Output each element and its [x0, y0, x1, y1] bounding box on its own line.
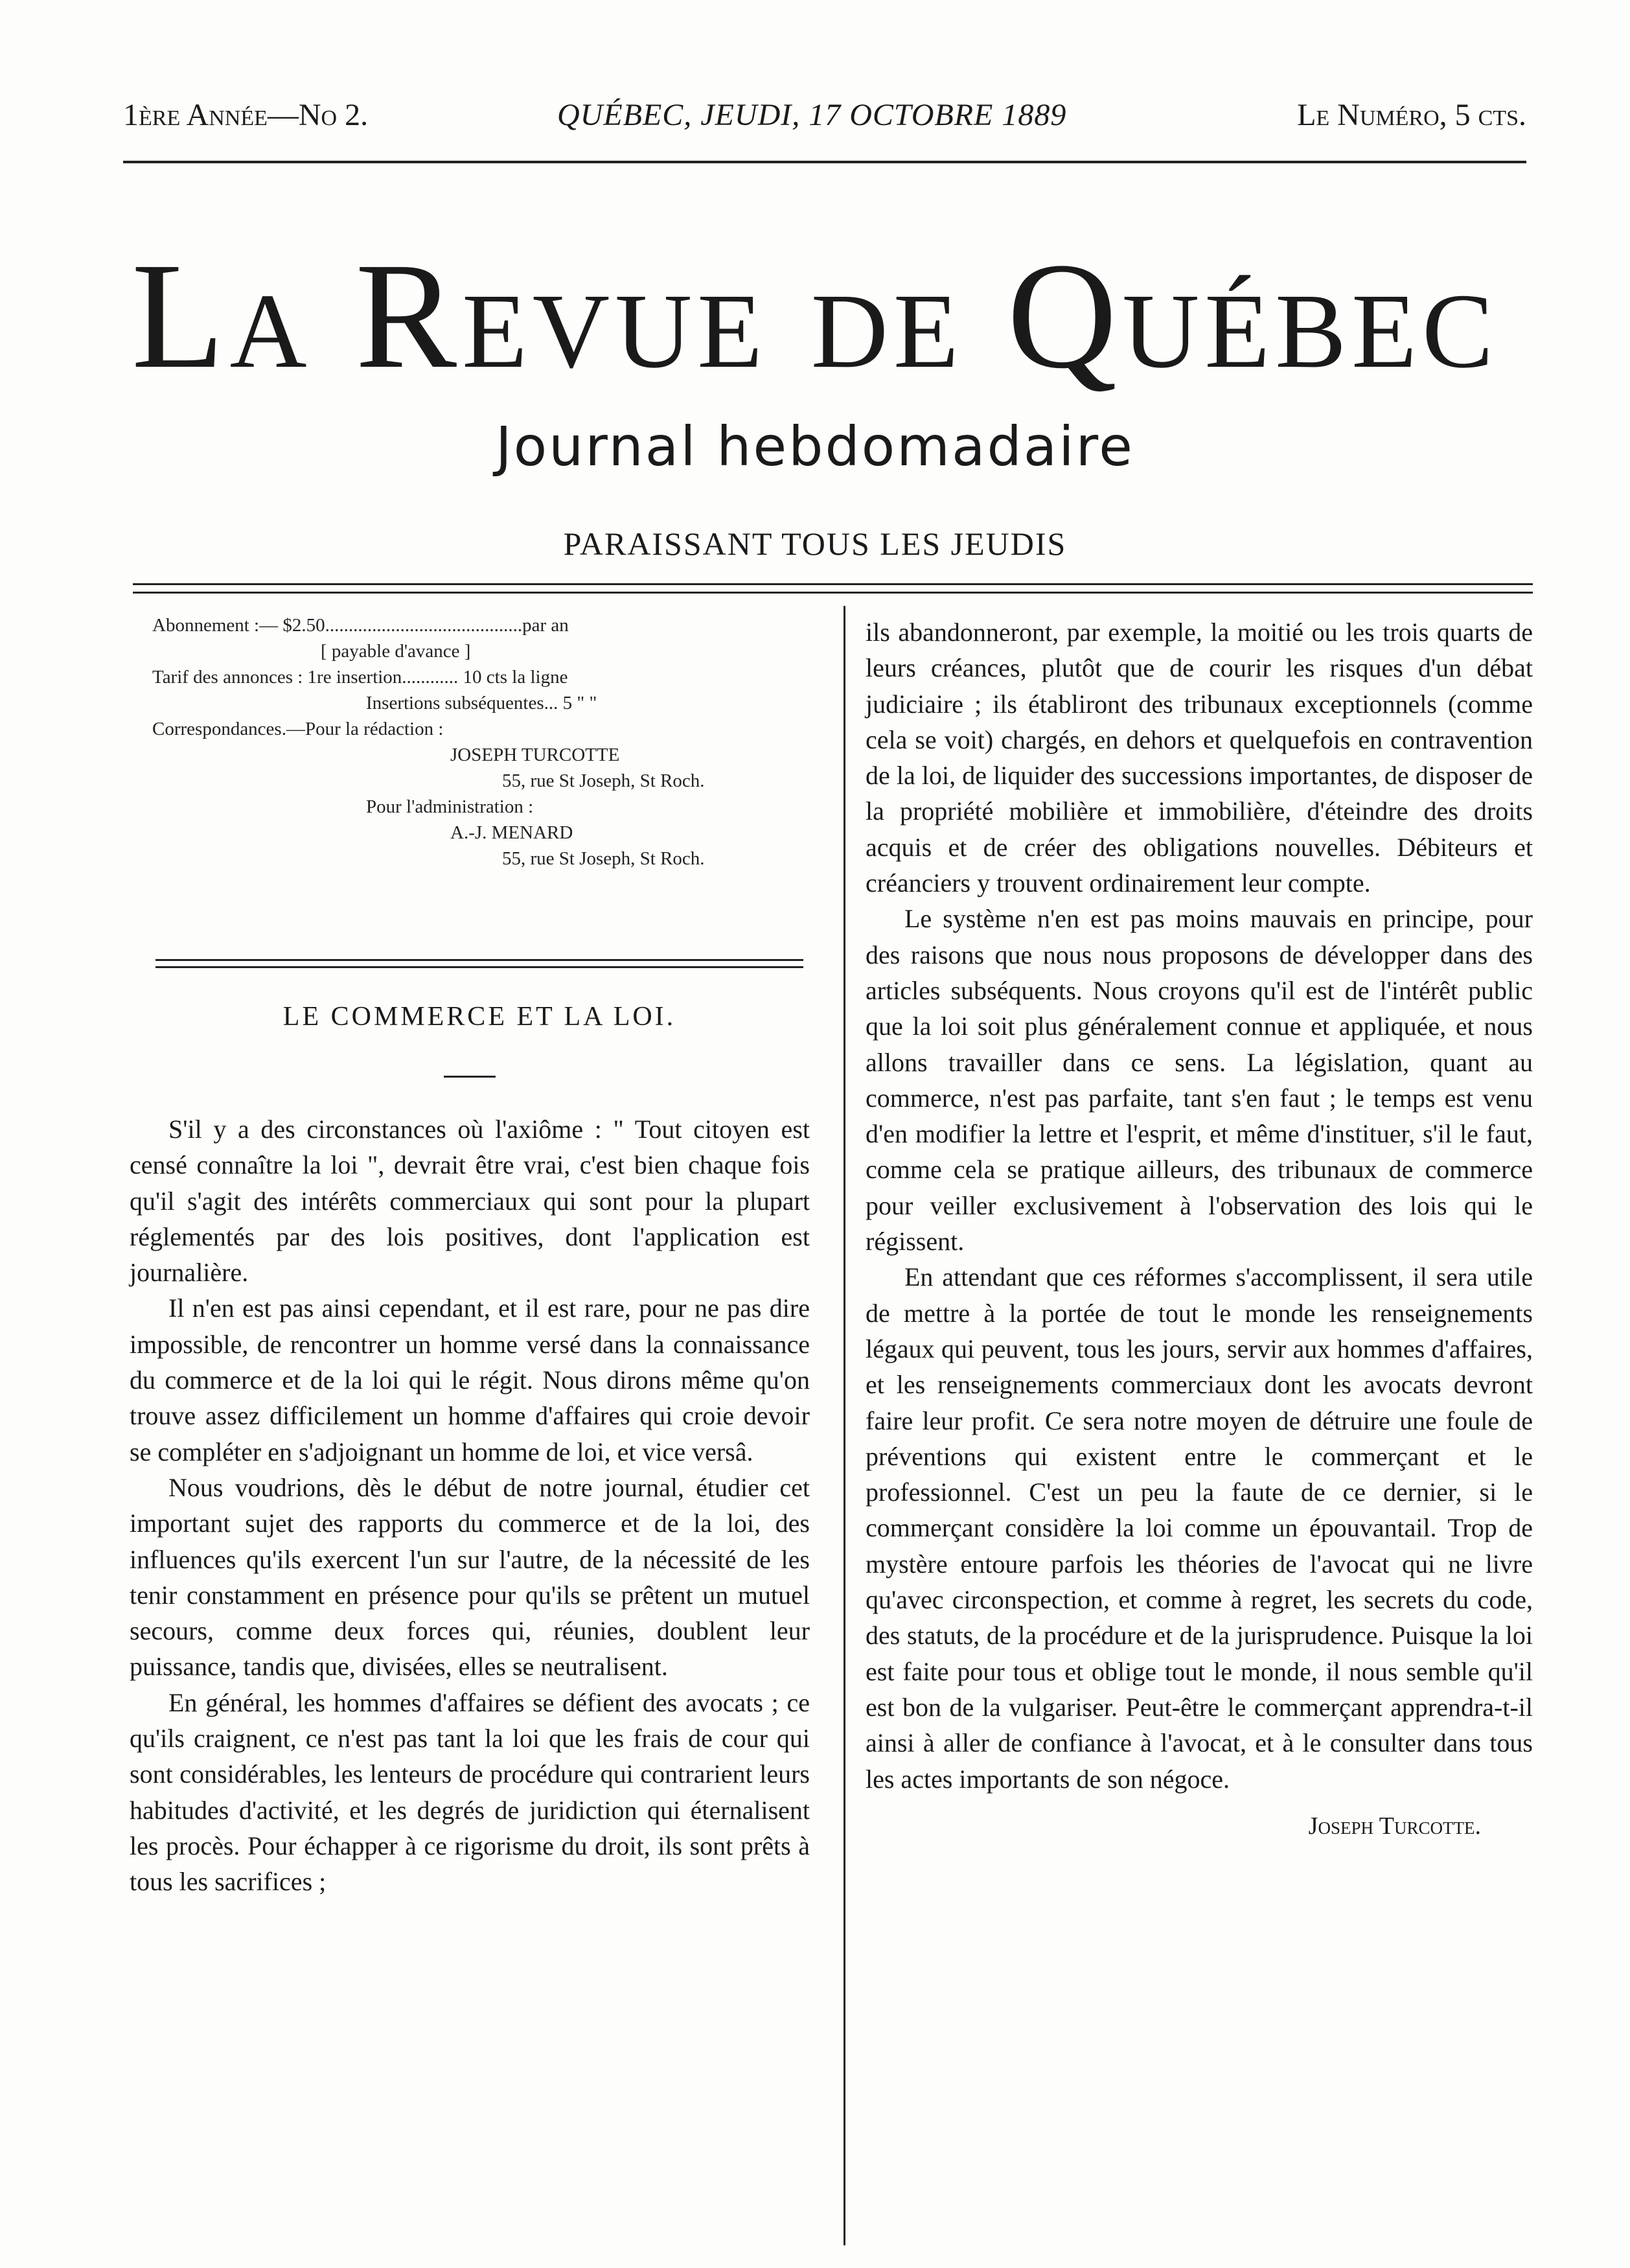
paragraph: Nous voudrions, dès le début de notre journal, étudier cet important sujet des rapports du commerce et de la loi, des influences qu'ils exercent l'un sur l'autre, de la nécessité de les tenir constamment en présence pour qu'ils se prêtent un mutuel secours, comme deux forces qui, réunies, doublent leur puissance, tandis que, divisées, elles se neutralisent. — [130, 1472, 810, 1682]
title-dash — [444, 1076, 496, 1078]
editor-address: 55, rue St Joseph, St Roch. — [502, 770, 705, 791]
paragraph: Le système n'en est pas moins mauvais en principe, pour des raisons que nous nous proposons de développer dans des articles subséquents. Nous croyons qu'il est de l'intérêt public que la loi soit plus généralement connue et appliquée, et nous allons travailler dans ce sens. La législation, quant au commerce, n'est pas parfaite, tant s'en faut ; le temps est venu d'en modifier la lettre et l'esprit, et même d'instituer, s'il le faut, comme cela se pratique ailleurs, des tribunaux de commerce pour veiller exclusivement à l'observation des lois qui le régissent. — [866, 904, 1533, 1256]
admin-label: Pour l'administration : — [366, 796, 534, 817]
article-left-column — [130, 1111, 810, 1900]
ads-rate: Tarif des annonces : 1re insertion............ 10 cts la ligne — [152, 667, 568, 688]
issue-price: Le Numéro, 5 cts. — [1297, 98, 1526, 132]
top-rule — [123, 161, 1526, 163]
ads-subsequent: Insertions subséquentes... 5 " " — [366, 693, 597, 713]
masthead-title: La Revue de Québec — [131, 231, 1499, 400]
masthead-subtitle: Journal hebdomadaire — [496, 415, 1134, 478]
masthead-tagline: PARAISSANT TOUS LES JEUDIS — [563, 526, 1067, 562]
info-double-rule — [155, 959, 803, 968]
paragraph: En général, les hommes d'affaires se défient des avocats ; ce qu'ils craignent, ce n'est pas tant la loi que les frais de cour qui sont considérables, les lenteurs de procédure qui contrarient leurs habitudes d'activité, et les degrés de juridiction qui éternalisent les procès. Pour échapper à ce rigorisme du droit, ils sont prêts à tous les sacrifices ; — [130, 1687, 810, 1897]
issue-line — [123, 97, 1526, 143]
admin-address: 55, rue St Joseph, St Roch. — [502, 848, 705, 869]
subscription-info — [152, 612, 800, 872]
article-title: LE COMMERCE ET LA LOI. — [282, 1002, 676, 1032]
paragraph-continued: ils abandonneront, par exemple, la moitié ou les trois quarts de leurs créances, plutôt que de courir les risques d'un débat judiciaire ; ils établiront des tribunaux exceptionnels (comme cela se voit) chargés, en dehors et quelquefois en contravention de la loi, de liquider des successions importantes, de disposer de la propriété mobilière et immobilière, d'éteindre des droits acquis et de créer des obligations nouvelles. Débiteurs et créanciers y trouvent ordinairement leur compte. — [866, 618, 1533, 898]
paragraph: Il n'en est pas ainsi cependant, et il est rare, pour ne pas dire impossible, de rencontrer un homme versé dans la connaissance du commerce et de la loi qui le régit. Nous dirons même qu'on trouve assez difficilement un homme d'affaires qui croie devoir se compléter en s'adjoignant un homme de loi, et vice versâ. — [130, 1293, 810, 1466]
editor-name: JOSEPH TURCOTTE — [450, 745, 620, 765]
payable-note: [ payable d'avance ] — [321, 641, 471, 662]
dateline: QUÉBEC, JEUDI, 17 OCTOBRE 1889 — [557, 98, 1067, 132]
masthead-double-rule — [133, 583, 1533, 594]
author-signature: Joseph Turcotte. — [1308, 1812, 1481, 1840]
article-right-column — [866, 614, 1533, 1844]
admin-name: A.-J. MENARD — [450, 822, 573, 843]
paragraph: En attendant que ces réformes s'accomplissent, il sera utile de mettre à la portée de tout le monde les renseignements légaux qui peuvent, tous les jours, servir aux hommes d'affaires, et les renseignements commerciaux dont les avocats devront faire leur profit. Ce sera notre moyen de détruire une foule de préventions qui existent entre le commerçant et le professionnel. C'est un peu la faute de ce dernier, si le commerçant considère la loi comme un épouvantail. Trop de mystère entoure parfois les théories de l'avocat qui ne livre qu'avec circonspection, et comme à regret, les secrets du code, des statuts, de la procédure et de la jurisprudence. Puisque la loi est faite pour tous et oblige tout le monde, il nous semble qu'il est bon de la vulgariser. Peut-être le commerçant apprendra-t-il ainsi à aller de confiance à l'avocat, et à le consulter dans tous les actes importants de son négoce. — [866, 1262, 1533, 1794]
issue-number: 1ère Année—No 2. — [123, 98, 369, 132]
correspondence-label: Correspondances.—Pour la rédaction : — [152, 719, 444, 739]
paragraph: S'il y a des circonstances où l'axiôme : " Tout citoyen est censé connaître la loi ", devrait être vrai, c'est bien chaque fois qu'il s'agit des intérêts commerciaux qui sont pour la plupart réglementés par des lois positives, dont l'application est journalière. — [130, 1115, 810, 1288]
column-divider — [844, 606, 845, 2245]
subscription-rate: Abonnement :— $2.50..........................................par an — [152, 615, 569, 636]
